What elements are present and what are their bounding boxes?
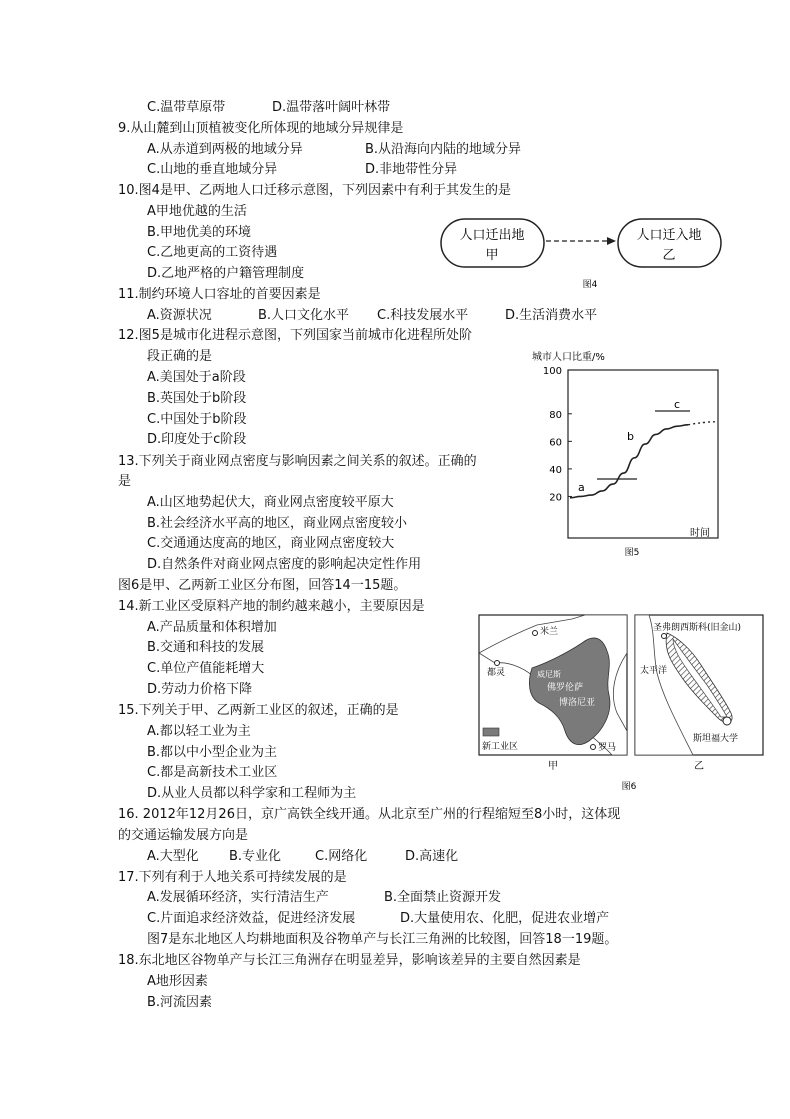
curve-extension <box>688 422 716 425</box>
map-jia-label: 甲 <box>548 761 558 772</box>
y-tick-label: 100 <box>542 366 562 377</box>
question-12-cont: 段正确的是 <box>147 349 213 364</box>
q15-option-b: B.都以中小型企业为主 <box>147 745 278 760</box>
question-18: 18.东北地区谷物单产与长江三角洲存在明显差异，影响该差异的主要自然因素是 <box>118 953 581 968</box>
rome-label: 罗马 <box>598 743 617 753</box>
map-yi-label: 乙 <box>694 761 704 772</box>
q9-option-b: B.从沿海向内陆的地域分异 <box>365 142 522 157</box>
q18-option-a: A地形因素 <box>147 974 208 989</box>
q10-option-b: B.甲地优美的环境 <box>147 225 252 240</box>
x-axis-label: 时间 <box>690 528 710 539</box>
figure-6-caption: 图6 <box>621 782 637 792</box>
sf-label: 圣弗朗西斯科(旧金山) <box>653 623 742 633</box>
q16-option-d: D.高速化 <box>405 849 459 864</box>
turin-label: 都灵 <box>487 668 506 678</box>
y-tick-label: 60 <box>549 437 562 449</box>
question-17: 17.下列有利于人地关系可持续发展的是 <box>118 870 347 885</box>
q18-option-b: B.河流因素 <box>147 995 213 1010</box>
arrow-head <box>607 237 616 245</box>
q11-option-a: A.资源状况 <box>147 308 212 323</box>
y-axis-label: 城市人口比重/% <box>532 352 605 363</box>
question-11: 11.制约环境人口容址的首要因素是 <box>118 287 321 302</box>
legend-label: 新工业区 <box>482 742 519 752</box>
stage-label-c: c <box>674 398 681 411</box>
q8-option-c: C.温带草原带 <box>147 100 226 115</box>
q10-option-d: D.乙地严格的户籍管理制度 <box>147 266 305 281</box>
q10-option-a: A甲地优越的生活 <box>147 204 247 219</box>
question-10: 10.图4是甲、乙两地人口迁移示意图，下列因素中有利于其发生的是 <box>118 183 511 198</box>
y-tick-label: 40 <box>549 464 562 476</box>
destination-name: 乙 <box>662 248 676 263</box>
question-13: 13.下列关于商业网点密度与影响因素之间关系的叙述。正确的 <box>118 454 477 469</box>
q15-option-c: C.都是高新技术工业区 <box>147 765 278 780</box>
q15-option-a: A.都以轻工业为主 <box>147 724 251 739</box>
venice-label: 威尼斯 <box>537 670 561 679</box>
sf-dot <box>662 634 667 639</box>
florence-label: 佛罗伦萨 <box>547 683 584 693</box>
q16-option-b: B.专业化 <box>229 849 282 864</box>
q15-option-d: D.从业人员都以科学家和工程师为主 <box>147 786 357 801</box>
q11-option-d: D.生活消费水平 <box>505 308 598 323</box>
q14-option-b: B.交通和科技的发展 <box>147 640 265 655</box>
q17-option-a: A.发展循环经济，实行清洁生产 <box>147 890 329 905</box>
rome-dot <box>591 745 596 750</box>
milan-label: 米兰 <box>540 627 559 637</box>
q12-option-c: C.中国处于b阶段 <box>147 412 247 427</box>
destination-label: 人口迁入地 <box>636 228 702 243</box>
q12-option-d: D.印度处于c阶段 <box>147 432 247 447</box>
question-16: 16. 2012年12月26日，京广高铁全线开通。从北京至广州的行程缩短至8小时，这体现 <box>118 807 621 822</box>
plot-frame <box>568 370 718 538</box>
pacific-label: 太平洋 <box>640 666 668 676</box>
bologna-label: 博洛尼亚 <box>559 698 596 708</box>
milan-dot <box>533 631 538 636</box>
chart-svg <box>520 348 730 560</box>
q14-option-c: C.单位产值能耗增大 <box>147 661 265 676</box>
q13-option-d: D.自然条件对商业网点密度的影响起决定性作用 <box>147 557 422 572</box>
question-13-cont: 是 <box>118 474 132 489</box>
figure-6 <box>477 613 767 793</box>
q12-option-a: A.美国处于a阶段 <box>147 370 246 385</box>
q17-option-d: D.大量使用农、化肥，促进农业增产 <box>400 911 610 926</box>
q8-option-d: D.温带落叶阔叶林带 <box>272 100 391 115</box>
q14-option-a: A.产品质量和体积增加 <box>147 620 277 635</box>
q13-option-c: C.交通通达度高的地区，商业网点密度较大 <box>147 536 395 551</box>
figure-5-chart <box>520 348 730 560</box>
figure-5-caption: 图5 <box>624 548 640 558</box>
q11-option-c: C.科技发展水平 <box>377 308 469 323</box>
origin-label: 人口迁出地 <box>459 228 525 243</box>
q9-option-c: C.山地的垂直地域分异 <box>147 162 278 177</box>
stanford-marker <box>723 717 731 725</box>
origin-name: 甲 <box>485 248 499 263</box>
question-15: 15.下列关于甲、乙两新工业区的叙述，正确的是 <box>118 703 399 718</box>
q10-option-c: C.乙地更高的工资待遇 <box>147 245 278 260</box>
q13-option-b: B.社会经济水平高的地区，商业网点密度较小 <box>147 516 408 531</box>
legend-swatch <box>483 728 499 736</box>
q11-option-b: B.人口文化水平 <box>258 308 350 323</box>
question-16-cont: 的交通运输发展方向是 <box>118 828 249 843</box>
question-14: 14.新工业区受原料产地的制约越来越小，主要原因是 <box>118 599 425 614</box>
y-tick-label: 80 <box>549 409 562 421</box>
q16-option-a: A.大型化 <box>147 849 199 864</box>
q12-option-b: B.英国处于b阶段 <box>147 391 247 406</box>
q17-option-b: B.全面禁止资源开发 <box>384 890 502 905</box>
figure-4-caption: 图4 <box>582 280 598 290</box>
q17-option-c: C.片面追求经济效益，促进经济发展 <box>147 911 356 926</box>
y-tick-label: 20 <box>549 492 562 504</box>
q14-option-d: D.劳动力价格下降 <box>147 682 253 697</box>
q13-option-a: A.山区地势起伏大，商业网点密度较平原大 <box>147 495 394 510</box>
figure-4 <box>440 215 740 295</box>
question-9: 9.从山麓到山顶植被变化所体现的地域分异规律是 <box>118 121 404 136</box>
intro-18-19: 图7是东北地区人均耕地面积及谷物单产与长江三角洲的比较图，回答18一19题。 <box>147 932 618 947</box>
turin-dot <box>495 661 500 666</box>
q9-option-a: A.从赤道到两极的地域分异 <box>147 142 303 157</box>
stanford-label: 斯坦福大学 <box>693 734 739 744</box>
q16-option-c: C.网络化 <box>315 849 368 864</box>
intro-14-15: 图6是甲、乙两新工业区分布图，回答14一15题。 <box>118 578 407 593</box>
stage-label-b: b <box>627 430 634 443</box>
question-12: 12.图5是城市化进程示意图，下列国家当前城市化进程所处阶 <box>118 328 472 343</box>
q9-option-d: D.非地带性分异 <box>365 162 458 177</box>
stage-label-a: a <box>578 481 585 494</box>
